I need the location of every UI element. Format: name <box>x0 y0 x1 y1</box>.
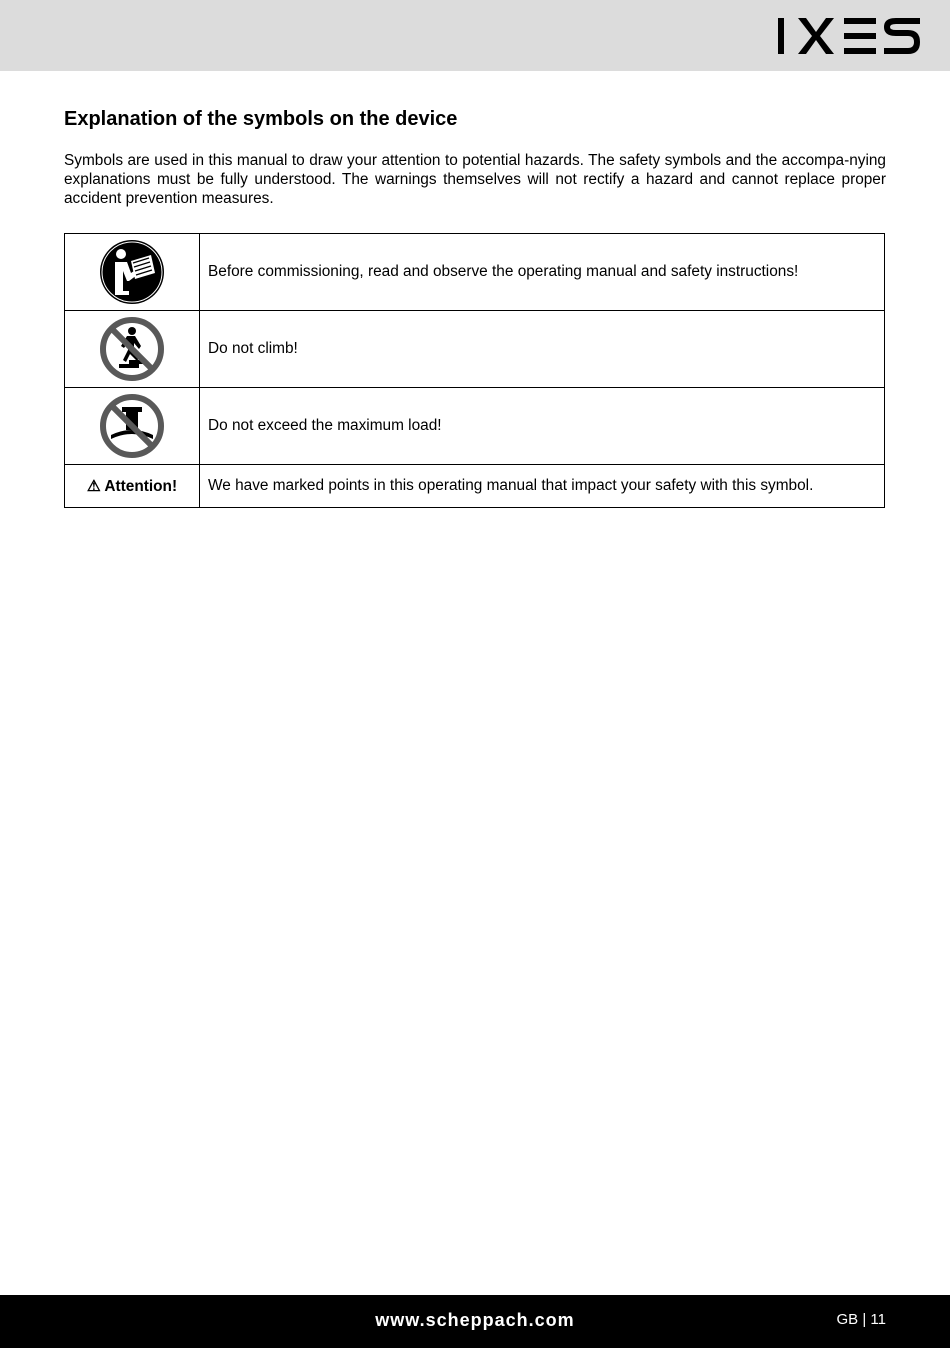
table-row <box>65 311 885 388</box>
ixes-logo <box>778 16 920 56</box>
symbol-description: We have marked points in this operating manual that impact your safety with this symbol. <box>200 465 885 508</box>
page-header <box>0 0 950 71</box>
table-row <box>65 234 885 311</box>
symbol-description: Do not climb! <box>200 311 885 388</box>
symbol-cell <box>65 311 200 388</box>
footer-url: www.scheppach.com <box>375 1310 575 1330</box>
max-load-icon <box>99 393 165 459</box>
table-row <box>65 465 885 508</box>
symbol-description: Before commissioning, read and observe the operating manual and safety instructions! <box>200 234 885 311</box>
no-climbing-icon <box>99 316 165 382</box>
symbol-cell <box>65 388 200 465</box>
page-number: GB | 11 <box>836 1311 886 1328</box>
page-footer <box>0 1295 950 1348</box>
symbols-table <box>64 233 885 508</box>
attention-label: ⚠ Attention! <box>86 477 178 495</box>
table-row <box>65 388 885 465</box>
read-manual-icon <box>99 239 165 305</box>
symbol-cell <box>65 465 200 508</box>
intro-paragraph: Symbols are used in this manual to draw your attention to potential hazards. The safety symbols and the accompa-nying explanations must be fully understood. The warnings themselves will not rectify a hazard and cannot replace proper accident prevention measures. <box>64 152 886 207</box>
symbol-cell <box>65 234 200 311</box>
page-title: Explanation of the symbols on the device <box>64 108 458 130</box>
symbol-description: Do not exceed the maximum load! <box>200 388 885 465</box>
